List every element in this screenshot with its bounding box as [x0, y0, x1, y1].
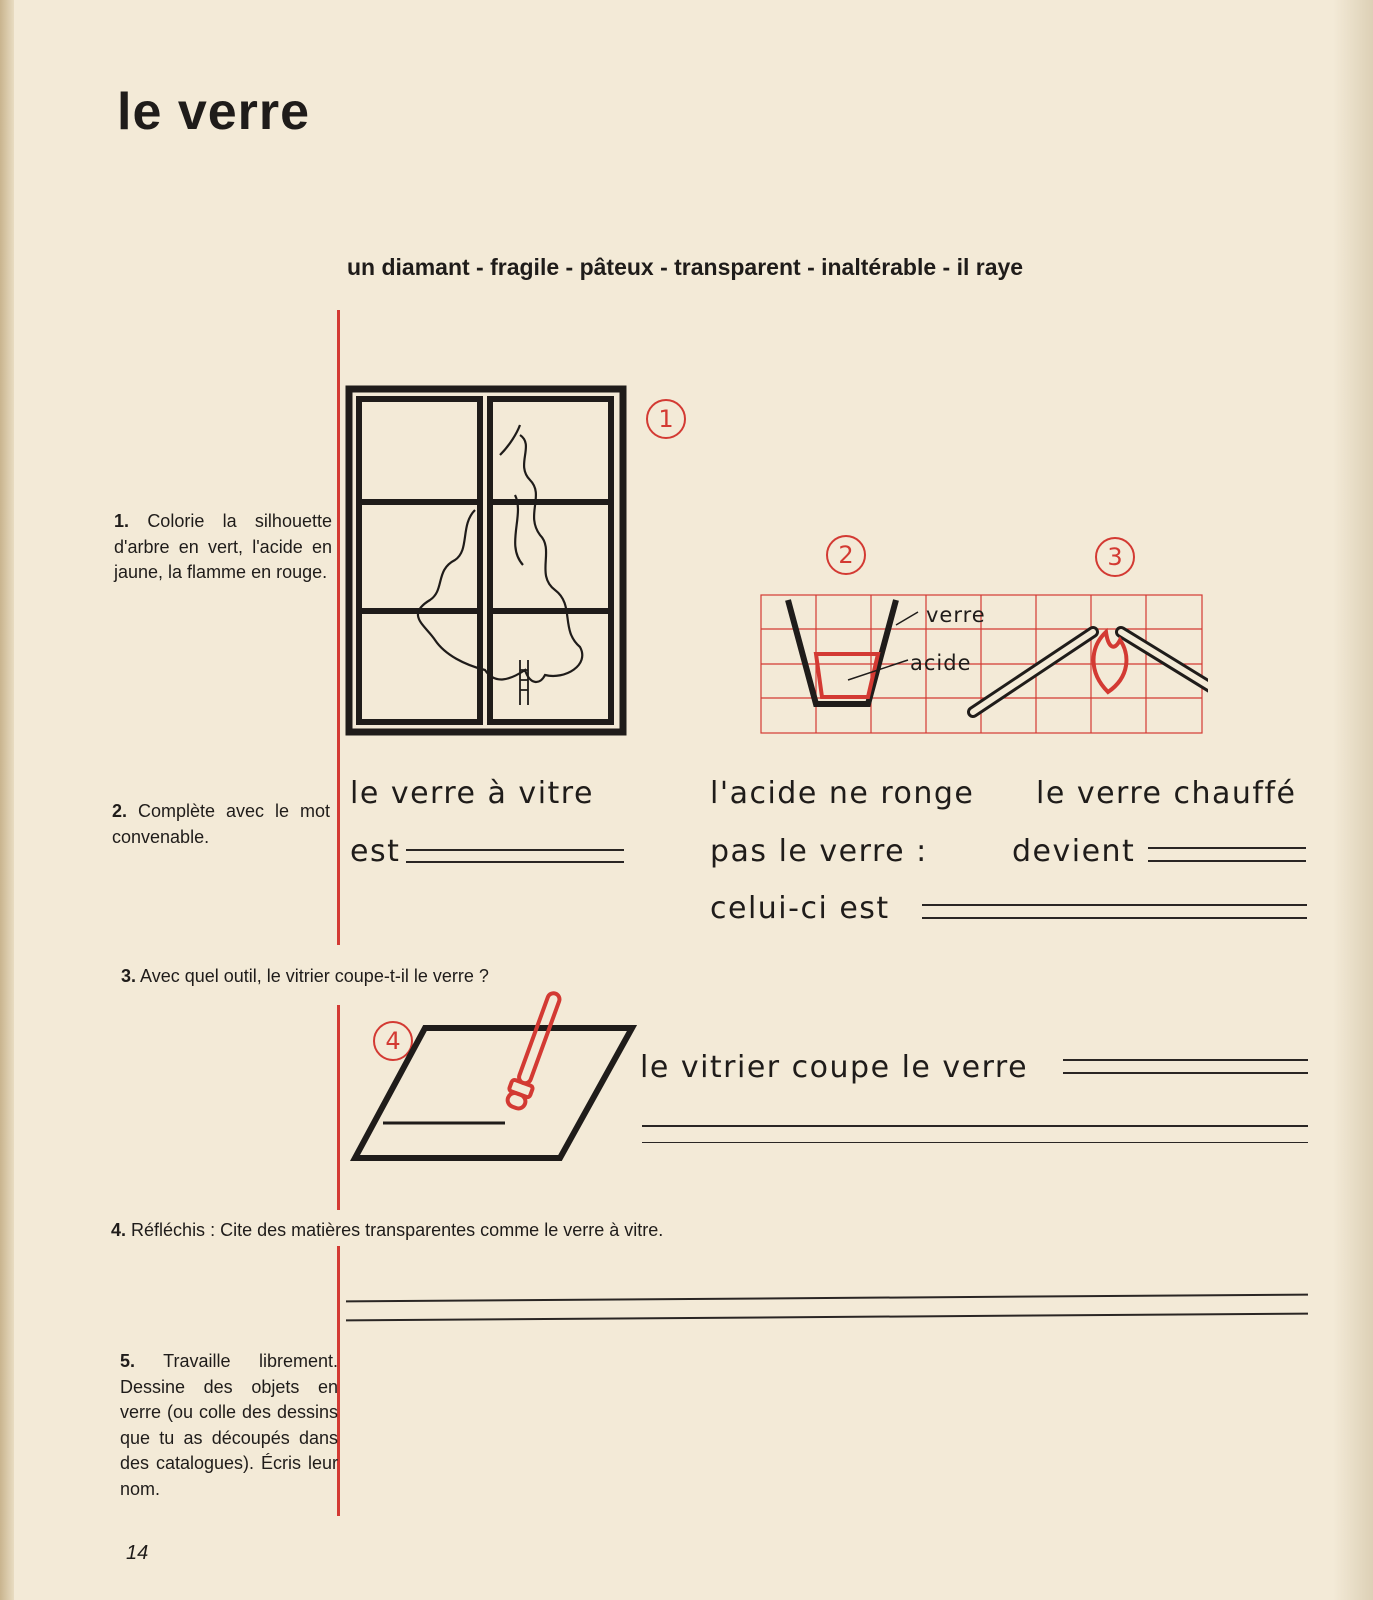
answer-line-2a[interactable]: [922, 904, 1307, 906]
sentence-2-line-1: l'acide ne ronge: [710, 776, 975, 811]
label-verre: verre: [926, 603, 986, 627]
answer-line-2b[interactable]: [922, 917, 1307, 919]
instruction-5-text: Travaille librement. Dessine des objets en verre (ou colle des dessins que tu as découpés dans des catalogues). Écris leur nom.: [120, 1351, 338, 1499]
figure-number-3: 3: [1095, 537, 1135, 577]
sentence-3-line-2: devient: [1012, 834, 1136, 869]
margin-rule-2: [337, 1005, 340, 1210]
instruction-2-text: Complète avec le mot convenable.: [112, 801, 330, 847]
instruction-2-number: 2.: [112, 801, 128, 821]
answer-line-1b[interactable]: [406, 861, 624, 863]
answer-line-5a[interactable]: [346, 1294, 1308, 1303]
label-acide: acide: [910, 651, 972, 675]
page-title: le verre: [117, 83, 311, 141]
answer-line-4b[interactable]: [1063, 1072, 1308, 1074]
instruction-1-text: Colorie la silhouette d'arbre en vert, l'acide en jaune, la flamme en rouge.: [114, 511, 332, 582]
instruction-5: [120, 1349, 338, 1502]
page-gutter-shadow: [1333, 0, 1373, 1600]
answer-line-4d[interactable]: [642, 1142, 1308, 1143]
answer-line-1a[interactable]: [406, 849, 624, 851]
sentence-1-line-1: le verre à vitre: [350, 776, 594, 811]
page-edge: [0, 0, 14, 1600]
answer-line-4a[interactable]: [1063, 1059, 1308, 1061]
instruction-2: [112, 799, 330, 850]
instruction-1: [114, 509, 332, 586]
instruction-5-number: 5.: [120, 1351, 136, 1371]
sentence-4: le vitrier coupe le verre: [640, 1050, 1029, 1085]
instruction-3: [121, 964, 489, 990]
instruction-4: [111, 1218, 663, 1244]
sentence-2-line-3: celui-ci est: [710, 891, 890, 926]
instruction-3-text: Avec quel outil, le vitrier coupe-t-il le verre ?: [140, 966, 489, 986]
margin-rule-1: [337, 310, 340, 945]
glass-cutter-illustration: [350, 990, 640, 1165]
word-bank: un diamant - fragile - pâteux - transparent - inaltérable - il raye: [347, 254, 1024, 280]
figure-number-2: 2: [826, 535, 866, 575]
instruction-4-text: Réfléchis : Cite des matières transparentes comme le verre à vitre.: [131, 1220, 664, 1240]
answer-line-3a[interactable]: [1148, 847, 1306, 849]
instruction-3-number: 3.: [121, 966, 137, 986]
sentence-3-line-1: le verre chauffé: [1036, 776, 1297, 811]
instruction-1-number: 1.: [114, 511, 130, 531]
figure-number-1: 1: [646, 399, 686, 439]
answer-line-5b[interactable]: [346, 1313, 1308, 1322]
figure-number-4: 4: [373, 1021, 413, 1061]
page-number: 14: [126, 1542, 149, 1564]
answer-line-4c[interactable]: [642, 1125, 1308, 1127]
instruction-4-number: 4.: [111, 1220, 127, 1240]
answer-line-3b[interactable]: [1148, 860, 1306, 862]
sentence-2-line-2: pas le verre :: [710, 834, 928, 869]
window-illustration: [345, 385, 630, 740]
sentence-1-line-2: est: [350, 834, 401, 869]
